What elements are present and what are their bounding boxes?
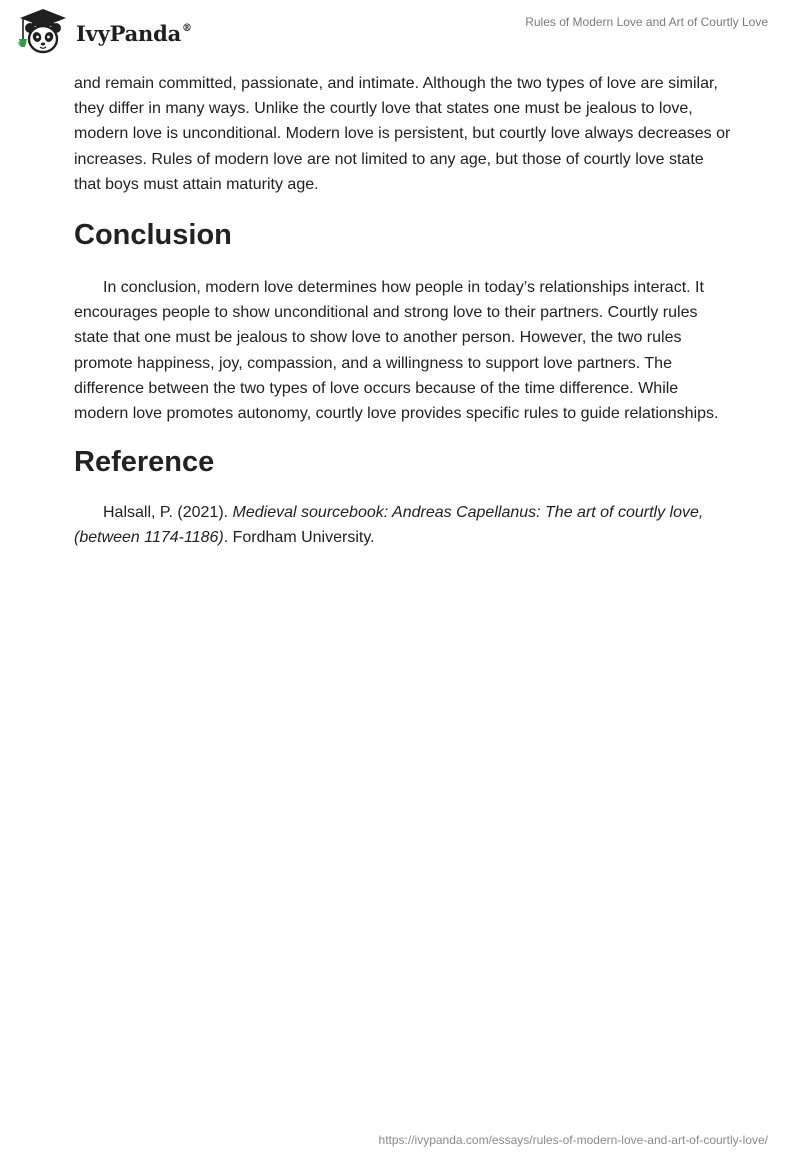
reference-publisher: . Fordham University. <box>223 529 375 547</box>
page-header <box>0 0 800 60</box>
reference-heading: Reference <box>74 446 215 479</box>
brand-name: IvyPanda® <box>76 20 192 46</box>
source-url[interactable]: https://ivypanda.com/essays/rules-of-modern-love-and-art-of-courtly-love/ <box>378 1133 768 1147</box>
ivypanda-logo[interactable] <box>14 6 192 56</box>
panda-graduation-cap-icon <box>14 6 72 56</box>
essay-content <box>74 71 734 551</box>
reference-author-year: Halsall, P. (2021). <box>103 504 233 522</box>
document-title: Rules of Modern Love and Art of Courtly Love <box>525 15 768 29</box>
reference-title: Medieval sourcebook: Andreas Capellanus: The art of courtly love, (between 1174-1186) <box>74 504 704 547</box>
conclusion-heading: Conclusion <box>74 219 232 252</box>
conclusion-paragraph: In conclusion, modern love determines how people in today’s relationships interact. It encourages people to show unconditional and strong love to their partners. Courtly rules state that one must be jealous to show love to another person. However, the two rules promote happiness, joy, compassion, and a willingness to support love partners. The difference between the two types of love occurs because of the time difference. While modern love promotes autonomy, courtly love provides specific rules to guide relationships. <box>74 279 719 423</box>
intro-paragraph: and remain committed, passionate, and intimate. Although the two types of love are similar, they differ in many ways. Unlike the courtly love that states one must be jealous to love, modern love is unconditional. Modern love is persistent, but courtly love always decreases or increases. Rules of modern love are not limited to any age, but those of courtly love state that boys must attain maturity age. <box>74 75 731 193</box>
registered-mark: ® <box>182 22 192 34</box>
reference-entry <box>74 500 734 550</box>
